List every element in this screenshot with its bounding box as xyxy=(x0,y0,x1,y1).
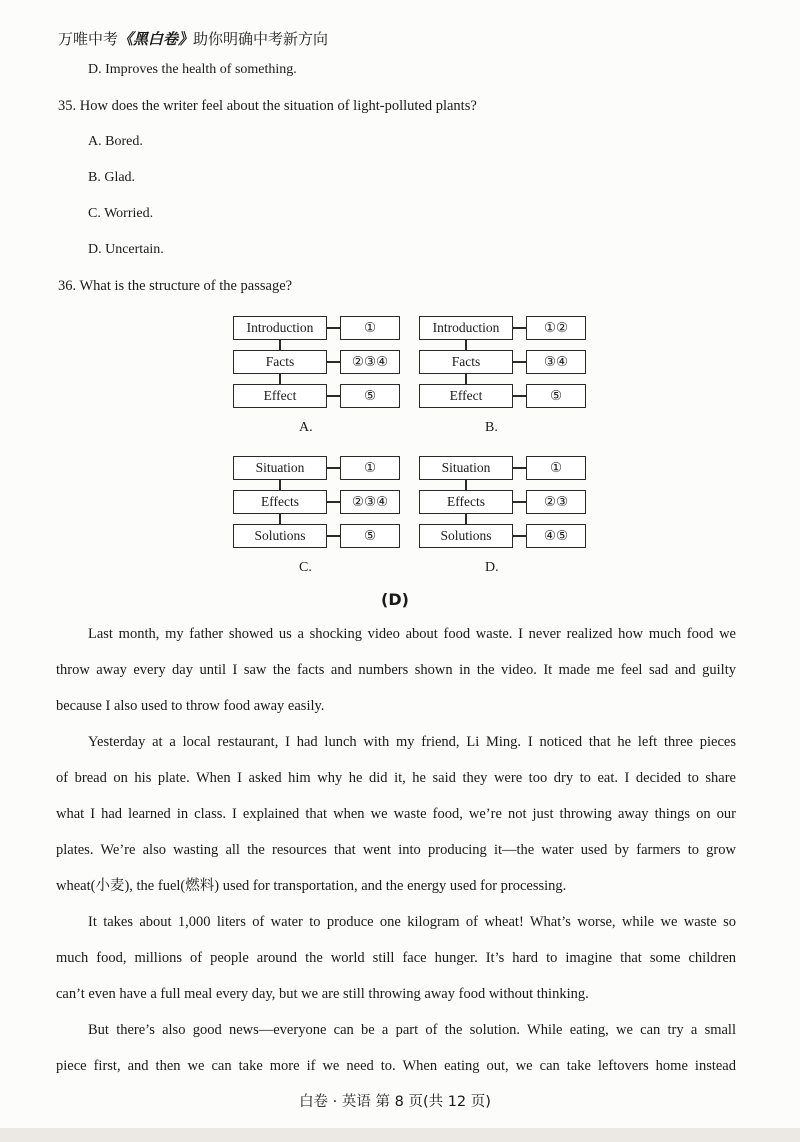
q35-option-c: C. Worried. xyxy=(88,206,154,221)
diagram-value-box: ⑤ xyxy=(526,384,586,408)
diagram-connector xyxy=(327,467,340,469)
diagram-connector xyxy=(327,501,340,503)
diagram-value-box: ④⑤ xyxy=(526,524,586,548)
diagram-vertical-link xyxy=(465,480,467,490)
diagram-vertical-link xyxy=(279,480,281,490)
diagram-value-box: ① xyxy=(526,456,586,480)
diagram-vertical-link xyxy=(279,514,281,524)
diagram-option-letter: C. xyxy=(299,560,312,575)
diagram-label-box: Situation xyxy=(233,456,327,480)
diagram-label-box: Facts xyxy=(419,350,513,374)
diagram-connector xyxy=(513,467,526,469)
passage-line: because I also used to throw food away easily. xyxy=(56,698,325,714)
diagram-connector xyxy=(513,327,526,329)
header-suffix: 助你明确中考新方向 xyxy=(193,30,329,48)
diagram-connector xyxy=(327,327,340,329)
passage-line: plates. We’re also wasting all the resources that went into producing it—the water used by farmers to grow xyxy=(56,842,736,858)
diagram-vertical-link xyxy=(279,340,281,350)
diagram-option-letter: B. xyxy=(485,420,498,435)
diagram-vertical-link xyxy=(465,374,467,384)
passage-line: It takes about 1,000 liters of water to produce one kilogram of wheat! What’s worse, while we waste so xyxy=(88,914,736,930)
diagram-label-box: Effects xyxy=(419,490,513,514)
diagram-connector xyxy=(513,501,526,503)
header-brand: 《黑白卷》 xyxy=(118,30,194,48)
diagram-value-box: ②③④ xyxy=(340,490,400,514)
diagram-value-box: ②③ xyxy=(526,490,586,514)
passage-line: Yesterday at a local restaurant, I had lunch with my friend, Li Ming. I noticed that he left three pieces xyxy=(88,734,736,750)
passage-paragraph xyxy=(56,904,736,1012)
diagram-value-box: ②③④ xyxy=(340,350,400,374)
diagram-connector xyxy=(327,361,340,363)
diagram-vertical-link xyxy=(465,340,467,350)
passage-line: throw away every day until I saw the facts and numbers shown in the video. It made me feel sad and guilty xyxy=(56,662,736,678)
passage-line: Last month, my father showed us a shocking video about food waste. I never realized how much food we xyxy=(88,626,736,642)
passage-paragraph xyxy=(56,616,736,724)
diagram-value-box: ① xyxy=(340,456,400,480)
diagram-label-box: Effect xyxy=(233,384,327,408)
passage-line: But there’s also good news—everyone can be a part of the solution. While eating, we can try a small xyxy=(88,1022,736,1038)
diagram-label-box: Solutions xyxy=(419,524,513,548)
diagram-option-letter: D. xyxy=(485,560,499,575)
diagram-connector xyxy=(513,535,526,537)
diagram-label-box: Effects xyxy=(233,490,327,514)
section-title: (D) xyxy=(381,590,409,609)
page-bottom-edge xyxy=(0,1128,800,1142)
passage-line: of bread on his plate. When I asked him why he did it, he said they were too dry to eat. I decided to share xyxy=(56,770,736,786)
passage-line: piece first, and then we can take more if we need to. When eating out, we can take leftovers home instead xyxy=(56,1058,736,1074)
page-footer: 白卷 · 英语 第 8 页(共 12 页) xyxy=(299,1094,491,1110)
q35-option-a: A. Bored. xyxy=(88,134,143,149)
diagram-connector xyxy=(513,395,526,397)
q35-option-d: D. Uncertain. xyxy=(88,242,164,257)
diagram-value-box: ⑤ xyxy=(340,384,400,408)
diagram-connector xyxy=(327,535,340,537)
page-header xyxy=(58,28,328,49)
passage-line: much food, millions of people around the world still face hunger. It’s hard to imagine that some children xyxy=(56,950,736,966)
passage-paragraph xyxy=(56,1012,736,1084)
q35-option-b: B. Glad. xyxy=(88,170,136,185)
diagram-vertical-link xyxy=(279,374,281,384)
diagram-connector xyxy=(327,395,340,397)
q34-option-d: D. Improves the health of something. xyxy=(88,62,297,77)
q36-question: 36. What is the structure of the passage? xyxy=(58,278,293,294)
diagram-option-letter: A. xyxy=(299,420,313,435)
diagram-label-box: Solutions xyxy=(233,524,327,548)
diagram-label-box: Effect xyxy=(419,384,513,408)
diagram-label-box: Situation xyxy=(419,456,513,480)
diagram-value-box: ③④ xyxy=(526,350,586,374)
header-prefix: 万唯中考 xyxy=(58,30,119,48)
passage-line: can’t even have a full meal every day, but we are still throwing away food without thinking. xyxy=(56,986,589,1002)
diagram-connector xyxy=(513,361,526,363)
diagram-label-box: Introduction xyxy=(233,316,327,340)
passage-paragraph xyxy=(56,724,736,904)
q35-question: 35. How does the writer feel about the situation of light-polluted plants? xyxy=(58,98,477,114)
diagram-value-box: ①② xyxy=(526,316,586,340)
diagram-label-box: Facts xyxy=(233,350,327,374)
diagram-value-box: ① xyxy=(340,316,400,340)
passage-line: what I had learned in class. I explained that when we waste food, we’re not just throwing away things on our xyxy=(56,806,736,822)
diagram-value-box: ⑤ xyxy=(340,524,400,548)
diagram-label-box: Introduction xyxy=(419,316,513,340)
passage-line: wheat(小麦), the fuel(燃料) used for transportation, and the energy used for processing. xyxy=(56,878,567,894)
diagram-vertical-link xyxy=(465,514,467,524)
